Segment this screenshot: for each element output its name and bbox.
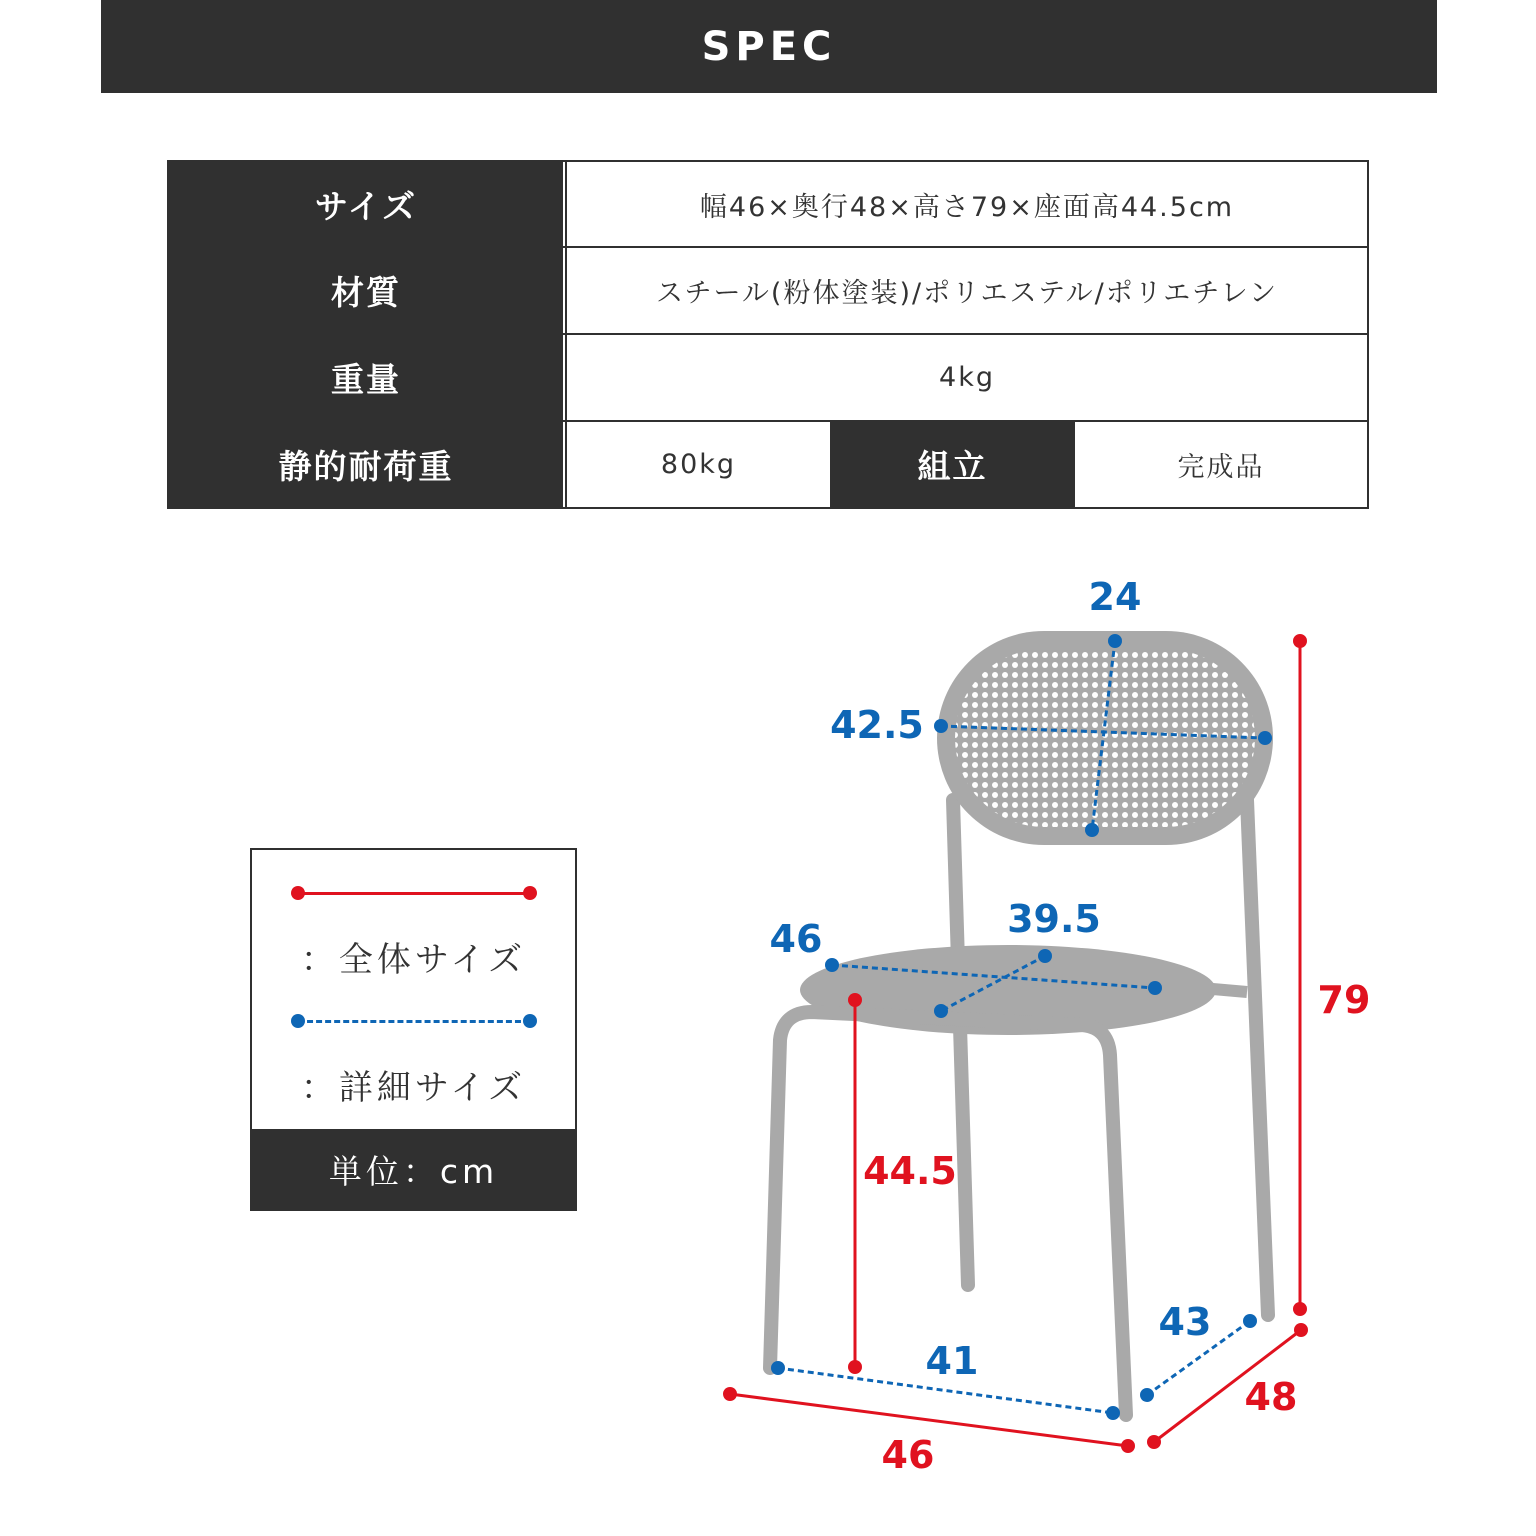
material-label: 材質: [169, 248, 565, 333]
size-value: 幅46×奥行48×高さ79×座面高44.5cm: [565, 162, 1367, 246]
assembly-value: 完成品: [1075, 422, 1367, 507]
dimension-dot: [1108, 634, 1122, 648]
dimension-dot: [934, 719, 948, 733]
seat-width-label: 46: [769, 917, 823, 961]
back-width-label: 42.5: [830, 703, 924, 747]
dimension-dot: [1148, 981, 1162, 995]
overall-width-label: 46: [881, 1433, 935, 1477]
load-value: 80kg: [565, 422, 830, 507]
dimension-dot: [1106, 1406, 1120, 1420]
material-value: スチール(粉体塗装)/ポリエステル/ポリエチレン: [565, 248, 1367, 333]
weight-value: 4kg: [565, 335, 1367, 420]
dimension-dot: [1258, 731, 1272, 745]
assembly-label: 組立: [830, 422, 1075, 507]
seat-height-label: 44.5: [863, 1149, 957, 1193]
weight-label: 重量: [169, 335, 565, 420]
dimension-dot: [1147, 1435, 1161, 1449]
legend-detail-label: ：詳細サイズ: [300, 1068, 527, 1108]
dimension-dot: [1085, 823, 1099, 837]
dimension-dot: [1038, 949, 1052, 963]
spec-title: SPEC: [701, 23, 837, 70]
dimension-dot: [723, 1387, 737, 1401]
leg-depth-label: 43: [1158, 1300, 1212, 1344]
legend-overall-label: ：全体サイズ: [300, 940, 527, 980]
dimension-dot: [934, 1004, 948, 1018]
chair-backrest-cane: [955, 649, 1255, 827]
seat-depth-label: 39.5: [1007, 897, 1101, 941]
dimension-dot: [825, 958, 839, 972]
chair-back-leg: [1247, 800, 1268, 1315]
dimension-dot: [1121, 1439, 1135, 1453]
dimension-dot: [848, 1360, 862, 1374]
overall-depth-label: 48: [1244, 1375, 1298, 1419]
legend-unit: 単位：cm: [252, 1129, 575, 1209]
dimension-dot: [1243, 1314, 1257, 1328]
dimension-dot: [1293, 1302, 1307, 1316]
total-height-label: 79: [1317, 978, 1371, 1022]
size-label: サイズ: [169, 162, 565, 246]
load-label: 静的耐荷重: [169, 422, 565, 507]
dimension-dot: [848, 993, 862, 1007]
back-height-label: 24: [1088, 575, 1142, 619]
dimension-dot: [1140, 1388, 1154, 1402]
dimension-dot: [1293, 634, 1307, 648]
leg-width-label: 41: [925, 1339, 979, 1383]
dimension-dot: [771, 1361, 785, 1375]
chair-back-leg: [953, 800, 968, 1285]
chair-illustration: [770, 631, 1273, 1415]
dimension-dot: [1294, 1323, 1308, 1337]
